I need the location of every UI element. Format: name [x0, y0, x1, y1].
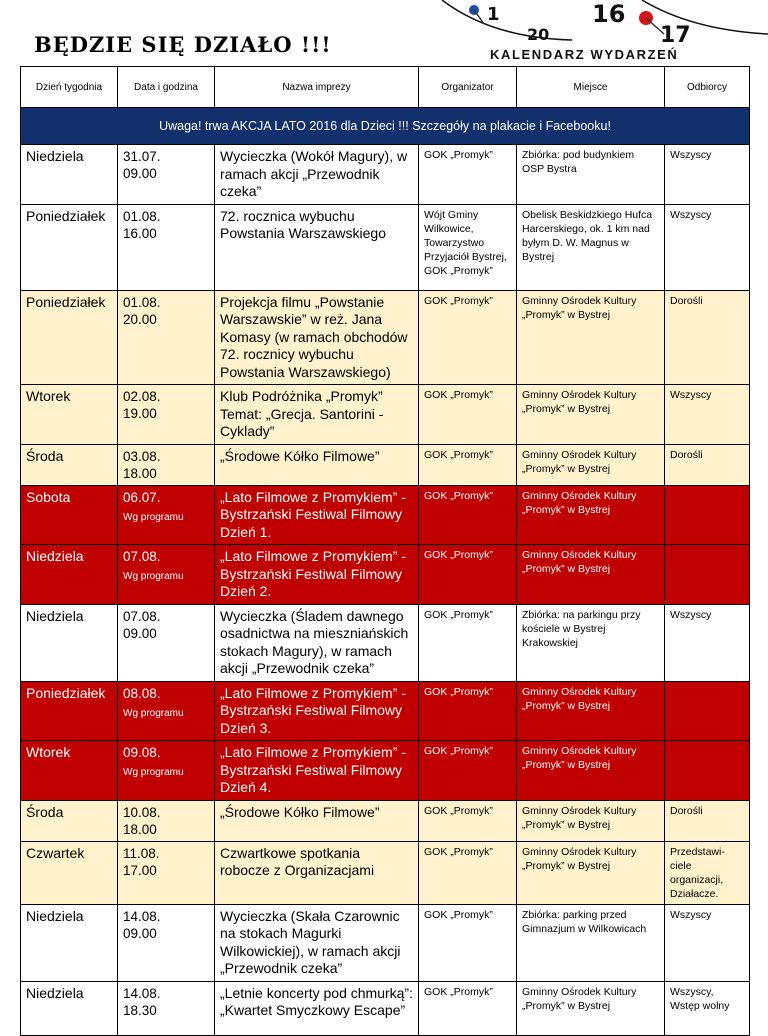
event-day: Czwartek [21, 841, 118, 904]
event-place: Gminny Ośrodek Kultury „Promyk” w Bystrej [517, 545, 665, 605]
table-row [21, 145, 750, 205]
event-time: 09.00 [123, 166, 157, 181]
event-place: Gminny Ośrodek Kultury „Promyk” w Bystrej [517, 800, 665, 841]
table-row [21, 800, 750, 841]
column-header-place: Miejsce [517, 67, 665, 108]
event-organizer: GOK „Promyk” [419, 604, 517, 681]
event-day: Środa [21, 800, 118, 841]
column-header-organizer: Organizator [419, 67, 517, 108]
event-place: Obelisk Beskidzkiego Hufca Harcerskiego, ok. 1 km nad byłym D. W. Magnus w Bystrej [517, 204, 665, 290]
event-date-time [118, 604, 215, 681]
event-date-time [118, 681, 215, 741]
event-day: Niedziela [21, 981, 118, 1035]
event-organizer: GOK „Promyk” [419, 681, 517, 741]
svg-text:17: 17 [660, 23, 691, 44]
event-place: Gminny Ośrodek Kultury „Promyk” w Bystrej [517, 444, 665, 485]
event-time: 09.00 [123, 625, 157, 641]
column-header-audience: Odbiorcy [665, 67, 750, 108]
event-time: Wg programu [123, 707, 184, 719]
event-name: „Lato Filmowe z Promykiem” - Bystrzański Festiwal Filmowy Dzień 4. [215, 741, 419, 801]
svg-text:1: 1 [487, 4, 500, 25]
event-name: „Lato Filmowe z Promykiem” - Bystrzański Festiwal Filmowy Dzień 2. [215, 545, 419, 605]
event-time: Wg programu [123, 571, 184, 582]
event-organizer: GOK „Promyk” [419, 485, 517, 545]
event-date-time [118, 904, 215, 981]
event-place: Zbiórka: pod budynkiem OSP Bystra [517, 145, 665, 205]
event-date-time [118, 444, 215, 485]
event-organizer: GOK „Promyk” [419, 981, 517, 1035]
event-date-time [118, 981, 215, 1035]
calendar-label: KALENDARZ WYDARZEŃ [490, 47, 679, 62]
event-date-time [118, 385, 215, 445]
event-date: 31.07. [123, 149, 161, 164]
calendar-pages-icon [432, 0, 768, 44]
event-time: 18.00 [123, 821, 157, 837]
page-title: BĘDZIE SIĘ DZIAŁO !!! [34, 32, 332, 57]
column-header-date: Data i godzina [118, 67, 215, 108]
event-organizer: GOK „Promyk” [419, 545, 517, 605]
event-date-time [118, 290, 215, 385]
event-place: Gminny Ośrodek Kultury „Promyk” w Bystrej [517, 385, 665, 445]
event-date-time [118, 545, 215, 605]
event-date: 10.08. [123, 804, 161, 820]
event-place: Gminny Ośrodek Kultury „Promyk” w Bystrej [517, 485, 665, 545]
table-row [21, 741, 750, 801]
event-organizer: GOK „Promyk” [419, 800, 517, 841]
event-organizer: GOK „Promyk” [419, 904, 517, 981]
event-name: „Lato Filmowe z Promykiem” - Bystrzański Festiwal Filmowy Dzień 1. [215, 485, 419, 545]
event-date: 01.08. [123, 208, 161, 224]
event-place: Gminny Ośrodek Kultury „Promyk” w Bystrej [517, 741, 665, 801]
event-date: 09.08. [123, 745, 161, 760]
event-audience: Wszyscy [665, 904, 750, 981]
event-day: Wtorek [21, 385, 118, 445]
event-day: Niedziela [21, 545, 118, 605]
table-row [21, 841, 750, 904]
event-audience: Dorośli [665, 290, 750, 385]
event-date-time [118, 741, 215, 801]
event-date: 11.08. [123, 845, 160, 861]
event-place: Gminny Ośrodek Kultury „Promyk” w Bystrej [517, 681, 665, 741]
event-date: 08.08. [123, 685, 161, 701]
event-date-time [118, 841, 215, 904]
event-date: 02.08. [123, 389, 161, 404]
event-audience: Wszyscy [665, 204, 750, 290]
event-name: „Letnie koncerty pod chmurką”: „Kwartet Smyczkowy Escape” [215, 981, 419, 1035]
event-name: 72. rocznica wybuchu Powstania Warszawskiego [215, 204, 419, 290]
event-day: Środa [21, 444, 118, 485]
event-day: Niedziela [21, 904, 118, 981]
event-organizer: GOK „Promyk” [419, 290, 517, 385]
event-organizer: GOK „Promyk” [419, 145, 517, 205]
announcement-banner: Uwaga! trwa AKCJA LATO 2016 dla Dzieci !!! Szczegóły na plakacie i Facebooku! [21, 108, 750, 145]
event-day: Poniedziałek [21, 681, 118, 741]
table-row [21, 904, 750, 981]
event-place: Gminny Ośrodek Kultury „Promyk” w Bystrej [517, 290, 665, 385]
event-audience: Wszyscy, Wstęp wolny [665, 981, 750, 1035]
svg-text:20: 20 [527, 25, 550, 44]
events-table [20, 66, 750, 1036]
event-audience: Wszyscy [665, 385, 750, 445]
event-name: Klub Podróżnika „Promyk” Temat: „Grecja. Santorini - Cyklady” [215, 385, 419, 445]
event-organizer: GOK „Promyk” [419, 741, 517, 801]
event-time: 16.00 [123, 225, 157, 241]
event-name: „Środowe Kółko Filmowe” [215, 800, 419, 841]
event-place: Gminny Ośrodek Kultury „Promyk” w Bystrej [517, 841, 665, 904]
event-day: Niedziela [21, 604, 118, 681]
event-day: Poniedziałek [21, 204, 118, 290]
event-audience [665, 485, 750, 545]
event-date: 14.08. [123, 908, 161, 924]
event-audience [665, 681, 750, 741]
event-date: 07.08. [123, 608, 161, 624]
event-time: 20.00 [123, 311, 157, 327]
event-time: 17.00 [123, 862, 157, 878]
table-row [21, 290, 750, 385]
table-row [21, 385, 750, 445]
event-name: Wycieczka (Skała Czarownic na stokach Magurki Wilkowickiej), w ramach akcji „Przewodnik czeka” [215, 904, 419, 981]
event-audience: Przedstawi-ciele organizacji, Działacze. [665, 841, 750, 904]
event-place: Gminny Ośrodek Kultury „Promyk” w Bystrej [517, 981, 665, 1035]
event-place: Zbiórka: parking przed Gimnazjum w Wilkowicach [517, 904, 665, 981]
event-date-time [118, 204, 215, 290]
event-time: 18.30 [123, 1002, 157, 1018]
event-name: Czwartkowe spotkania robocze z Organizacjami [215, 841, 419, 904]
event-date: 14.08. [123, 985, 161, 1001]
table-row [21, 485, 750, 545]
table-row [21, 545, 750, 605]
event-date: 06.07. [123, 489, 161, 505]
event-name: Wycieczka (Śladem dawnego osadnictwa na mieszniańskich stokach Magury), w ramach akcji „Przewodnik czeka” [215, 604, 419, 681]
column-header-name: Nazwa imprezy [215, 67, 419, 108]
table-row [21, 444, 750, 485]
event-time: Wg programu [123, 767, 184, 778]
event-day: Sobota [21, 485, 118, 545]
event-date: 07.08. [123, 549, 161, 564]
event-organizer: GOK „Promyk” [419, 385, 517, 445]
event-name: „Lato Filmowe z Promykiem” - Bystrzański Festiwal Filmowy Dzień 3. [215, 681, 419, 741]
event-date: 01.08. [123, 294, 161, 310]
event-date-time [118, 800, 215, 841]
table-row [21, 604, 750, 681]
event-organizer: GOK „Promyk” [419, 444, 517, 485]
event-audience [665, 741, 750, 801]
event-name: Wycieczka (Wokół Magury), w ramach akcji „Przewodnik czeka” [215, 145, 419, 205]
event-audience: Wszyscy [665, 145, 750, 205]
event-day: Poniedziałek [21, 290, 118, 385]
event-organizer: GOK „Promyk” [419, 841, 517, 904]
table-row [21, 204, 750, 290]
event-day: Wtorek [21, 741, 118, 801]
event-place: Zbiórka: na parkingu przy kościele w Bystrej Krakowskiej [517, 604, 665, 681]
event-name: „Środowe Kółko Filmowe” [215, 444, 419, 485]
event-time: 19.00 [123, 406, 157, 421]
event-time: Wg programu [123, 511, 184, 523]
event-audience: Dorośli [665, 800, 750, 841]
event-organizer: Wójt Gminy Wilkowice, Towarzystwo Przyjaciół Bystrej, GOK „Promyk” [419, 204, 517, 290]
event-time: 18.00 [123, 465, 157, 481]
event-audience [665, 545, 750, 605]
event-date-time [118, 485, 215, 545]
table-row [21, 681, 750, 741]
event-audience: Wszyscy [665, 604, 750, 681]
event-date: 03.08. [123, 448, 161, 464]
event-time: 09.00 [123, 925, 157, 941]
event-audience: Dorośli [665, 444, 750, 485]
column-header-day: Dzień tygodnia [21, 67, 118, 108]
table-row [21, 981, 750, 1035]
event-name: Projekcja filmu „Powstanie Warszawskie” w reż. Jana Komasy (w ramach obchodów 72. rocznicy wybuchu Powstania Warszawskiego) [215, 290, 419, 385]
event-date-time [118, 145, 215, 205]
svg-text:16: 16 [592, 0, 626, 28]
event-day: Niedziela [21, 145, 118, 205]
